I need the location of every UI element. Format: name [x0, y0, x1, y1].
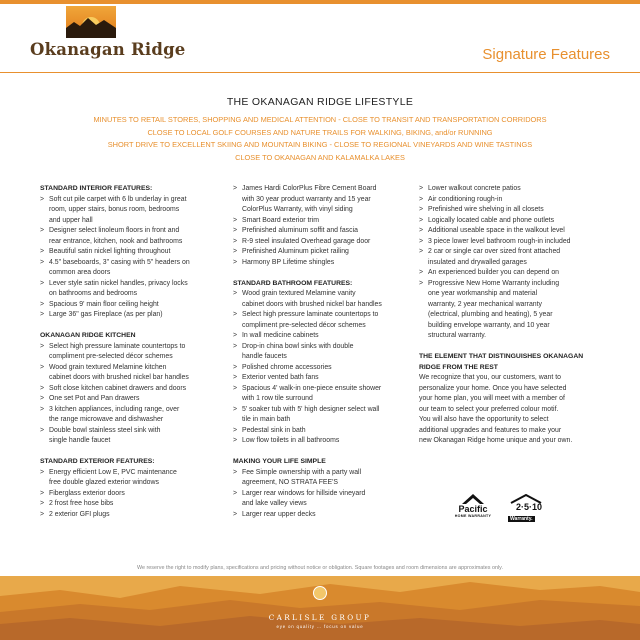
list-item-line: 2 exterior GFI plugs: [49, 510, 110, 518]
distinguish-line: We recognize that you, our customers, want to: [419, 374, 561, 381]
bullet-arrow-icon: >: [40, 363, 45, 371]
company-tagline: eye on quality … focus on value: [276, 624, 364, 629]
list-item-line: 5' soaker tub with 5' high designer select wall: [242, 405, 380, 413]
section-title-kitchen: OKANAGAN RIDGE KITCHEN: [40, 332, 136, 339]
list-item: [233, 237, 413, 248]
list-item-line: Lower walkout concrete patios: [428, 185, 521, 192]
list-item-line: 4.5" baseboards, 3" casing with 5" headers on: [49, 258, 190, 266]
list-item-line: Double bowl stainless steel sink with: [49, 426, 161, 434]
list-item-line: tile in main bath: [242, 416, 291, 423]
features-column-2: [233, 184, 413, 520]
distinguish-line: new Okanagan Ridge home unique and your own.: [419, 437, 573, 444]
list-item-line: 2 car or single car over sized front attached: [428, 248, 561, 255]
list-item-line: Fiberglass exterior doors: [49, 489, 125, 497]
list-item: [419, 237, 604, 248]
list-item-line: Select high pressure laminate countertops to: [242, 311, 379, 318]
list-item-line: compliment pre-selected décor schemes: [242, 321, 366, 329]
list-item: [233, 405, 413, 426]
bullet-arrow-icon: >: [40, 384, 45, 392]
distinguish-line: personalize your home. Once you have selected: [419, 384, 567, 392]
bullet-arrow-icon: >: [40, 500, 45, 507]
carlisle-leaf-icon: [313, 586, 327, 600]
exterior-continued-list: [233, 184, 413, 268]
lifestyle-line: CLOSE TO OKANAGAN AND KALAMALKA LAKES: [235, 152, 405, 162]
list-item-line: free double glazed exterior windows: [49, 479, 159, 486]
list-item-line: Drop-in china bowl sinks with double: [242, 342, 354, 350]
list-item: [233, 426, 413, 437]
bullet-arrow-icon: >: [233, 426, 238, 434]
list-item-line: cabinet doors with brushed nickel bar handles: [242, 300, 382, 308]
list-item-line: ColorPlus Warranty, with vinyl siding: [242, 206, 353, 213]
bullet-arrow-icon: >: [40, 510, 45, 518]
list-item-line: Larger rear windows for hillside vineyard: [242, 489, 366, 497]
distinguish-line: You will also have the opportunity to select: [419, 416, 549, 423]
list-item-line: Polished chrome accessories: [242, 363, 332, 371]
list-item-line: Exterior vented bath fans: [242, 374, 319, 381]
list-item-line: Soft cut pile carpet with 6 lb underlay in great: [49, 195, 187, 203]
list-item: [233, 258, 413, 269]
bullet-arrow-icon: >: [233, 311, 238, 318]
sunset-mountain-icon: [66, 6, 116, 38]
list-item: [233, 331, 413, 342]
list-item-line: warranty, 2 year mechanical warranty: [428, 300, 542, 308]
list-item-line: James Hardi ColorPlus Fibre Cement Board: [242, 185, 377, 192]
lifestyle-list: [20, 114, 620, 164]
bullet-arrow-icon: >: [419, 279, 424, 287]
list-item-line: Larger rear upper decks: [242, 510, 316, 518]
bullet-arrow-icon: >: [419, 269, 424, 276]
bullet-arrow-icon: >: [40, 195, 45, 203]
section-title-distinguish-1: THE ELEMENT THAT DISTINGUISHES OKANAGAN: [419, 353, 584, 360]
lifestyle-line: CLOSE TO LOCAL GOLF COURSES AND NATURE TRAILS FOR WALKING, BIKING, and/or RUNNING: [147, 127, 493, 137]
list-item-line: Energy efficient Low E, PVC maintenance: [49, 468, 177, 476]
list-item: [40, 426, 225, 447]
list-item: [40, 258, 225, 279]
list-item-line: Soft close kitchen cabinet drawers and doors: [49, 384, 187, 392]
bullet-arrow-icon: >: [233, 342, 238, 350]
bullet-arrow-icon: >: [40, 258, 45, 266]
list-item: [419, 184, 604, 195]
list-item: [233, 226, 413, 237]
bullet-arrow-icon: >: [40, 227, 45, 234]
section-title-exterior: STANDARD EXTERIOR FEATURES:: [40, 458, 155, 465]
interior-list: [40, 195, 225, 321]
list-item: [40, 342, 225, 363]
list-item: [233, 384, 413, 405]
bullet-arrow-icon: >: [40, 489, 45, 497]
list-item: [40, 300, 225, 311]
lifestyle-line: MINUTES TO RETAIL STORES, SHOPPING AND MEDICAL ATTENTION - CLOSE TO TRANSIT AND TRANSPORTATION CORRIDORS: [93, 115, 547, 124]
bullet-arrow-icon: >: [233, 227, 238, 234]
list-item-line: on bathrooms and bedrooms: [49, 290, 138, 297]
list-item-line: Large 36" gas Fireplace (as per plan): [49, 311, 163, 318]
header-divider: [0, 72, 640, 73]
bullet-arrow-icon: >: [233, 216, 238, 224]
list-item: [40, 499, 225, 510]
list-item-line: Lever style satin nickel handles, privacy locks: [49, 279, 188, 287]
distinguish-line: our team to select your preferred colour motif.: [419, 405, 559, 413]
list-item-line: building envelope warranty, and 10 year: [428, 321, 550, 329]
list-item-line: single handle faucet: [49, 437, 111, 444]
bullet-arrow-icon: >: [419, 248, 424, 255]
bullet-arrow-icon: >: [40, 311, 45, 318]
two-five-ten-number: 2·5·10: [516, 502, 543, 512]
list-item: [40, 384, 225, 395]
list-item-line: Smart Board exterior trim: [242, 216, 319, 224]
list-item-line: In wall medicine cabinets: [242, 332, 319, 339]
list-item: [40, 363, 225, 384]
misc-list: [419, 184, 604, 342]
list-item-line: with 30 year product warranty and 15 year: [242, 195, 371, 203]
list-item-line: Progressive New Home Warranty including: [428, 279, 560, 287]
simple-list: [233, 468, 413, 521]
exterior-list: [40, 468, 225, 521]
list-item-line: Wood grain textured Melamine kitchen: [49, 363, 167, 371]
bullet-arrow-icon: >: [40, 248, 45, 255]
list-item: [40, 468, 225, 489]
bullet-arrow-icon: >: [233, 248, 238, 255]
two-five-ten-warranty-badge: [506, 494, 546, 526]
list-item: [40, 195, 225, 227]
list-item-line: and lake valley views: [242, 500, 307, 507]
bullet-arrow-icon: >: [233, 290, 238, 297]
bullet-arrow-icon: >: [233, 489, 238, 497]
bathroom-list: [233, 289, 413, 447]
list-item: [233, 489, 413, 510]
list-item: [40, 310, 225, 321]
carlisle-group-brand: [0, 586, 640, 629]
list-item-line: Wood grain textured Melamine vanity: [242, 290, 356, 297]
list-item-line: with 1 row tile surround: [242, 395, 313, 402]
bullet-arrow-icon: >: [40, 426, 45, 434]
list-item: [40, 279, 225, 300]
top-accent-bar: [0, 0, 640, 4]
list-item: [419, 247, 604, 268]
bullet-arrow-icon: >: [233, 468, 238, 476]
list-item-line: compliment pre-selected décor schemes: [49, 353, 173, 360]
list-item-line: Prefinished Aluminum picket railing: [242, 248, 349, 255]
list-item-line: Pedestal sink in bath: [242, 426, 306, 434]
list-item-line: Prefinished wire shelving in all closets: [428, 206, 544, 213]
list-item: [40, 247, 225, 258]
bullet-arrow-icon: >: [419, 206, 424, 213]
pacific-brand: Pacific: [458, 504, 488, 514]
bullet-arrow-icon: >: [419, 227, 424, 234]
bullet-arrow-icon: >: [233, 363, 238, 371]
bullet-arrow-icon: >: [419, 195, 424, 203]
list-item-line: Additional useable space in the walkout level: [428, 227, 565, 234]
list-item-line: Harmony BP Lifetime shingles: [242, 258, 335, 266]
bullet-arrow-icon: >: [233, 405, 238, 413]
list-item-line: agreement, NO STRATA FEE'S: [242, 479, 339, 486]
list-item: [233, 342, 413, 363]
bullet-arrow-icon: >: [233, 384, 238, 392]
list-item-line: insulated and drywalled garages: [428, 258, 527, 266]
list-item-line: Spacious 9' main floor ceiling height: [49, 300, 159, 308]
section-title-simple: MAKING YOUR LIFE SIMPLE: [233, 458, 326, 465]
list-item: [233, 184, 413, 216]
list-item: [40, 489, 225, 500]
features-column-1: [40, 184, 225, 520]
company-name: CARLISLE GROUP: [268, 613, 372, 622]
list-item-line: (electrical, plumbing and heating), 5 year: [428, 311, 553, 318]
kitchen-list: [40, 342, 225, 447]
bullet-arrow-icon: >: [419, 185, 424, 192]
bullet-arrow-icon: >: [233, 374, 238, 381]
list-item-line: the range microwave and dishwasher: [49, 416, 164, 423]
bullet-arrow-icon: >: [40, 395, 45, 402]
bullet-arrow-icon: >: [419, 216, 424, 224]
list-item-line: Low flow toilets in all bathrooms: [242, 437, 340, 444]
list-item-line: Designer select linoleum floors in front and: [49, 227, 180, 234]
list-item-line: Fee Simple ownership with a party wall: [242, 468, 362, 476]
list-item-line: one year workmanship and material: [428, 290, 538, 297]
list-item: [419, 216, 604, 227]
list-item: [40, 394, 225, 405]
okanagan-ridge-logo: [30, 6, 186, 68]
pacific-warranty-badge: [452, 494, 494, 526]
bullet-arrow-icon: >: [40, 300, 45, 308]
list-item: [233, 468, 413, 489]
list-item-line: 3 piece lower level bathroom rough-in included: [428, 237, 571, 245]
bullet-arrow-icon: >: [40, 468, 45, 476]
list-item: [40, 510, 225, 521]
list-item-line: Logically located cable and phone outlets: [428, 216, 555, 224]
list-item-line: R-9 steel insulated Overhead garage door: [242, 237, 371, 245]
list-item-line: An experienced builder you can depend on: [428, 269, 560, 276]
bullet-arrow-icon: >: [40, 405, 45, 413]
list-item: [40, 405, 225, 426]
distinguish-line: additional upgrades and features to make your: [419, 426, 562, 434]
bullet-arrow-icon: >: [233, 185, 238, 192]
list-item-line: handle faucets: [242, 353, 287, 360]
list-item: [233, 247, 413, 258]
bullet-arrow-icon: >: [419, 237, 424, 245]
list-item-line: Beautiful satin nickel lighting throughout: [49, 248, 171, 255]
list-item-line: common area doors: [49, 269, 111, 276]
bullet-arrow-icon: >: [40, 342, 45, 350]
lifestyle-title: THE OKANAGAN RIDGE LIFESTYLE: [226, 96, 414, 108]
features-column-3: [419, 184, 604, 447]
bullet-arrow-icon: >: [233, 437, 238, 444]
list-item: [40, 226, 225, 247]
pacific-sub: HOME WARRANTY: [454, 514, 492, 518]
list-item-line: 3 kitchen appliances, including range, over: [49, 405, 180, 413]
list-item: [419, 279, 604, 342]
list-item: [233, 436, 413, 447]
list-item-line: Spacious 4' walk-in one-piece ensuite shower: [242, 384, 382, 392]
list-item: [233, 363, 413, 374]
section-title-interior: STANDARD INTERIOR FEATURES:: [40, 185, 153, 192]
list-item-line: 2 frost free hose bibs: [49, 500, 114, 507]
two-five-ten-sub: Warranty.: [510, 516, 533, 522]
list-item: [233, 310, 413, 331]
bullet-arrow-icon: >: [233, 510, 238, 518]
list-item-line: room, upper stairs, bonus room, bedrooms: [49, 206, 180, 213]
list-item: [419, 195, 604, 206]
list-item-line: and upper hall: [49, 216, 93, 224]
list-item: [233, 373, 413, 384]
list-item-line: One set Pot and Pan drawers: [49, 395, 140, 402]
bullet-arrow-icon: >: [233, 332, 238, 339]
list-item-line: rear entrance, kitchen, nook and bathrooms: [49, 237, 183, 245]
list-item: [233, 216, 413, 227]
bullet-arrow-icon: >: [233, 258, 238, 266]
list-item-line: Air conditioning rough-in: [428, 195, 503, 203]
section-title-bathroom: STANDARD BATHROOM FEATURES:: [233, 279, 353, 287]
disclaimer: We reserve the right to modify plans, specifications and pricing without notice or obligation. Square footages and room dimensions are approximates only.: [137, 565, 503, 571]
bullet-arrow-icon: >: [40, 279, 45, 287]
bullet-arrow-icon: >: [233, 237, 238, 245]
list-item-line: Select high pressure laminate countertops to: [49, 342, 186, 350]
list-item-line: cabinet doors with brushed nickel bar handles: [49, 374, 189, 381]
list-item: [419, 226, 604, 237]
list-item-line: Prefinished aluminum soffit and fascia: [242, 227, 358, 234]
logo-wordmark: Okanagan Ridge: [30, 40, 186, 59]
list-item: [419, 205, 604, 216]
page-title: Signature Features: [482, 46, 610, 63]
list-item: [233, 289, 413, 310]
list-item-line: structural warranty.: [428, 332, 487, 339]
list-item: [419, 268, 604, 279]
lifestyle-line: SHORT DRIVE TO EXCELLENT SKIING AND MOUNTAIN BIKING - CLOSE TO REGIONAL VINEYARDS AND WINE TASTINGS: [107, 140, 533, 150]
section-title-distinguish-2: RIDGE FROM THE REST: [419, 363, 498, 371]
distinguish-line: your home plan, you will meet with a member of: [419, 395, 565, 402]
list-item: [233, 510, 413, 521]
house-icon: [462, 494, 484, 504]
